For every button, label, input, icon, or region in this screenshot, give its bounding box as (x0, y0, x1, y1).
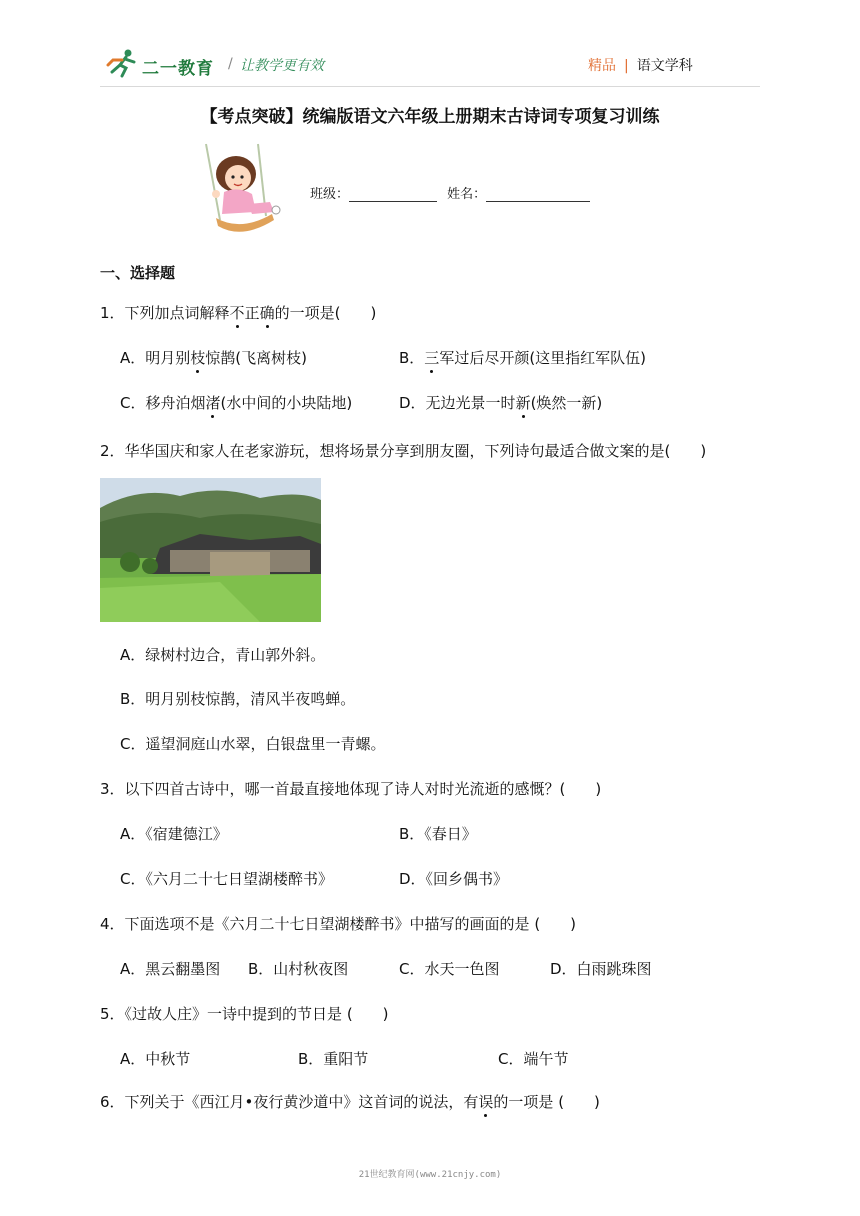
option-text: C．移舟泊烟 (120, 394, 206, 412)
q1-option-a[interactable] (120, 348, 307, 368)
dotted-char: 三 (424, 349, 440, 367)
dotted-char: 枝 (190, 349, 206, 367)
q3-option-b[interactable]: B．《春日》 (399, 825, 477, 843)
runner-logo-icon (104, 48, 140, 78)
option-text: B． (399, 349, 425, 367)
logo-text: 二一教育 (142, 59, 214, 79)
q4-option-c[interactable]: C．水天一色图 (399, 960, 500, 978)
class-field[interactable] (349, 187, 437, 202)
page-footer: 21世纪教育网(www.21cnjy.com) (358, 1170, 502, 1180)
name-field[interactable] (486, 187, 590, 202)
q2-option-b[interactable]: B．明月别枝惊鹊，清风半夜鸣蝉。 (120, 690, 356, 708)
q2-option-a[interactable]: A．绿树村边合，青山郭外斜。 (120, 646, 326, 664)
q5-option-b[interactable]: B．重阳节 (298, 1050, 369, 1068)
village-photo (100, 478, 321, 622)
page-title: 【考点突破】统编版语文六年级上册期末古诗词专项复习训练 (200, 107, 660, 127)
q1-text-pre: 1．下列加点词解释 (100, 304, 230, 322)
question-1 (100, 303, 376, 323)
question-2: 2．华华国庆和家人在老家游玩，想将场景分享到朋友圈，下列诗句最适合做文案的是( ) (100, 442, 707, 460)
option-text: (焕然一新) (530, 394, 603, 412)
question-3: 3．以下四首古诗中，哪一首最直接地体现了诗人对时光流逝的感慨？( ) (100, 780, 602, 798)
dotted-char: 新 (515, 394, 531, 412)
header-right (588, 55, 693, 75)
q3-option-d[interactable]: D．《回乡偶书》 (399, 870, 509, 888)
q5-option-c[interactable]: C．端午节 (498, 1050, 569, 1068)
logo (104, 48, 140, 78)
q4-option-b[interactable]: B．山村秋夜图 (248, 960, 349, 978)
q3-option-c[interactable]: C．《六月二十七日望湖楼醉书》 (120, 870, 333, 888)
dotted-char: 渚 (205, 394, 221, 412)
class-label: 班级： (310, 187, 350, 202)
q2-option-c[interactable]: C．遥望洞庭山水翠，白银盘里一青螺。 (120, 735, 386, 753)
quality-label: 精品 (588, 58, 616, 74)
subject-label: 语文学科 (636, 58, 693, 74)
q1-option-b[interactable] (399, 348, 646, 368)
q4-option-a[interactable]: A．黑云翻墨图 (120, 960, 221, 978)
q3-option-a[interactable]: A．《宿建德江》 (120, 825, 228, 843)
q4-option-d[interactable]: D．白雨跳珠图 (550, 960, 652, 978)
q5-option-a[interactable]: A．中秋节 (120, 1050, 191, 1068)
q1-text-mid: 正 (244, 304, 260, 322)
section-heading: 一、选择题 (100, 264, 176, 282)
question-5: 5．《过故人庄》一诗中提到的节日是 ( ) (100, 1005, 389, 1023)
q6-text-pre: 6．下列关于《西江月•夜行黄沙道中》这首词的说法，有 (100, 1093, 479, 1111)
option-text: A．明月别 (120, 349, 191, 367)
swing-girl-illustration (186, 142, 286, 242)
option-text: 惊鹊(飞离树枝) (205, 349, 307, 367)
header-divider (100, 86, 760, 87)
slogan: 让教学更有效 (240, 58, 324, 74)
student-info (310, 183, 590, 202)
q6-dotted-char: 误 (478, 1093, 494, 1111)
q1-text-post: 的一项是( ) (274, 304, 377, 322)
q6-text-post: 的一项是 ( ) (493, 1093, 600, 1111)
option-text: 军过后尽开颜(这里指红军队伍) (439, 349, 647, 367)
header-separator: | (624, 58, 629, 74)
q1-dotted-char: 确 (259, 304, 275, 322)
option-text: (水中间的小块陆地) (220, 394, 353, 412)
question-6 (100, 1092, 600, 1112)
option-text: D．无边光景一时 (399, 394, 516, 412)
q1-option-c[interactable] (120, 393, 352, 413)
question-4: 4．下面选项不是《六月二十七日望湖楼醉书》中描写的画面的是 ( ) (100, 915, 577, 933)
name-label: 姓名： (447, 187, 487, 202)
q1-option-d[interactable] (399, 393, 602, 413)
q1-dotted-char: 不 (229, 304, 245, 322)
slogan-divider: / (228, 56, 233, 72)
